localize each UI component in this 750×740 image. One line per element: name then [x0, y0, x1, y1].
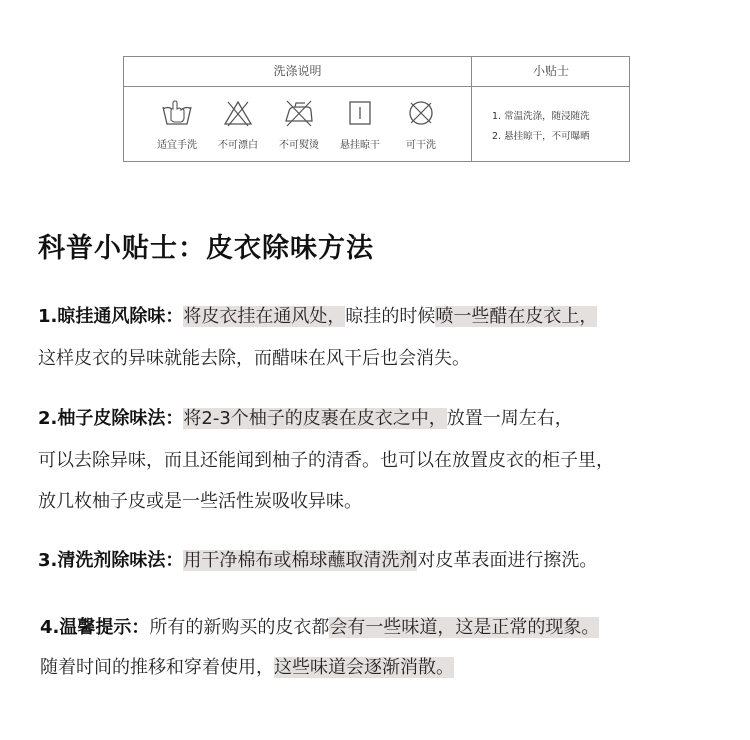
paragraph-1-line-1 [38, 301, 597, 333]
no-iron-icon [283, 99, 315, 127]
dry-clean-label: 可干洗 [406, 140, 436, 151]
body-text: 随着时间的推移和穿着使用， [40, 657, 274, 678]
hand-wash-label: 适宜手洗 [157, 140, 197, 151]
paragraph-4-line-2 [40, 652, 454, 684]
paragraph-2-heading: 2.柚子皮除味法： [38, 408, 184, 429]
hang-dry-label: 悬挂晾干 [340, 140, 380, 151]
hang-dry-icon [345, 99, 375, 127]
paragraph-2-line-1 [38, 403, 573, 435]
care-icons-row [124, 87, 471, 162]
paragraph-1-line-2: 这样皮衣的异味就能去除，而醋味在风干后也会消失。 [38, 348, 470, 369]
no-iron-label: 不可熨烫 [279, 140, 319, 151]
tip-item: 2. 悬挂晾干，不可曝晒 [492, 131, 590, 142]
article-title: 科普小贴士：皮衣除味方法 [38, 233, 374, 264]
highlight-text: 将2-3个柚子的皮裹在皮衣之中， [183, 408, 447, 429]
highlight-text: 喷一些醋在皮衣上， [435, 306, 598, 327]
tips-header: 小贴士 [532, 64, 569, 78]
paragraph-1-heading: 1.晾挂通风除味： [38, 306, 184, 327]
body-text: 放置一周左右， [446, 408, 573, 429]
no-bleach-label: 不可漂白 [218, 140, 258, 151]
highlight-text: 会有一些味道，这是正常的现象。 [329, 617, 600, 638]
body-text: 对皮革表面进行擦洗。 [417, 550, 598, 571]
paragraph-3-heading: 3.清洗剂除味法： [38, 550, 184, 571]
dry-clean-icon [406, 99, 436, 127]
paragraph-4-heading: 4.温馨提示： [40, 617, 150, 638]
care-item-dry-clean [390, 99, 452, 151]
care-item-no-iron [268, 99, 330, 151]
paragraph-3-line-1 [38, 545, 597, 577]
no-bleach-icon [223, 99, 253, 127]
body-text: 晾挂的时候 [345, 306, 436, 327]
highlight-text: 将皮衣挂在通风处， [183, 306, 346, 327]
paragraph-2-line-3: 放几枚柚子皮或是一些活性炭吸收异味。 [38, 491, 362, 512]
highlight-text: 用干净棉布或棉球蘸取清洗剂 [183, 550, 418, 571]
tip-item: 1. 常温洗涤，随浸随洗 [492, 111, 590, 122]
paragraph-4-line-1 [40, 612, 599, 644]
care-item-hand-wash [146, 99, 208, 151]
paragraph-2-line-2: 可以去除异味，而且还能闻到柚子的清香。也可以在放置皮衣的柜子里， [38, 450, 614, 471]
highlight-text: 这些味道会逐渐消散。 [274, 657, 454, 678]
washing-instructions-header: 洗涤说明 [273, 64, 322, 78]
care-item-hang-dry [329, 99, 391, 151]
tips-list [472, 87, 630, 162]
body-text: 所有的新购买的皮衣都 [149, 617, 330, 638]
hand-wash-icon [160, 99, 194, 127]
care-instructions-table [123, 56, 630, 162]
care-item-no-bleach [207, 99, 269, 151]
